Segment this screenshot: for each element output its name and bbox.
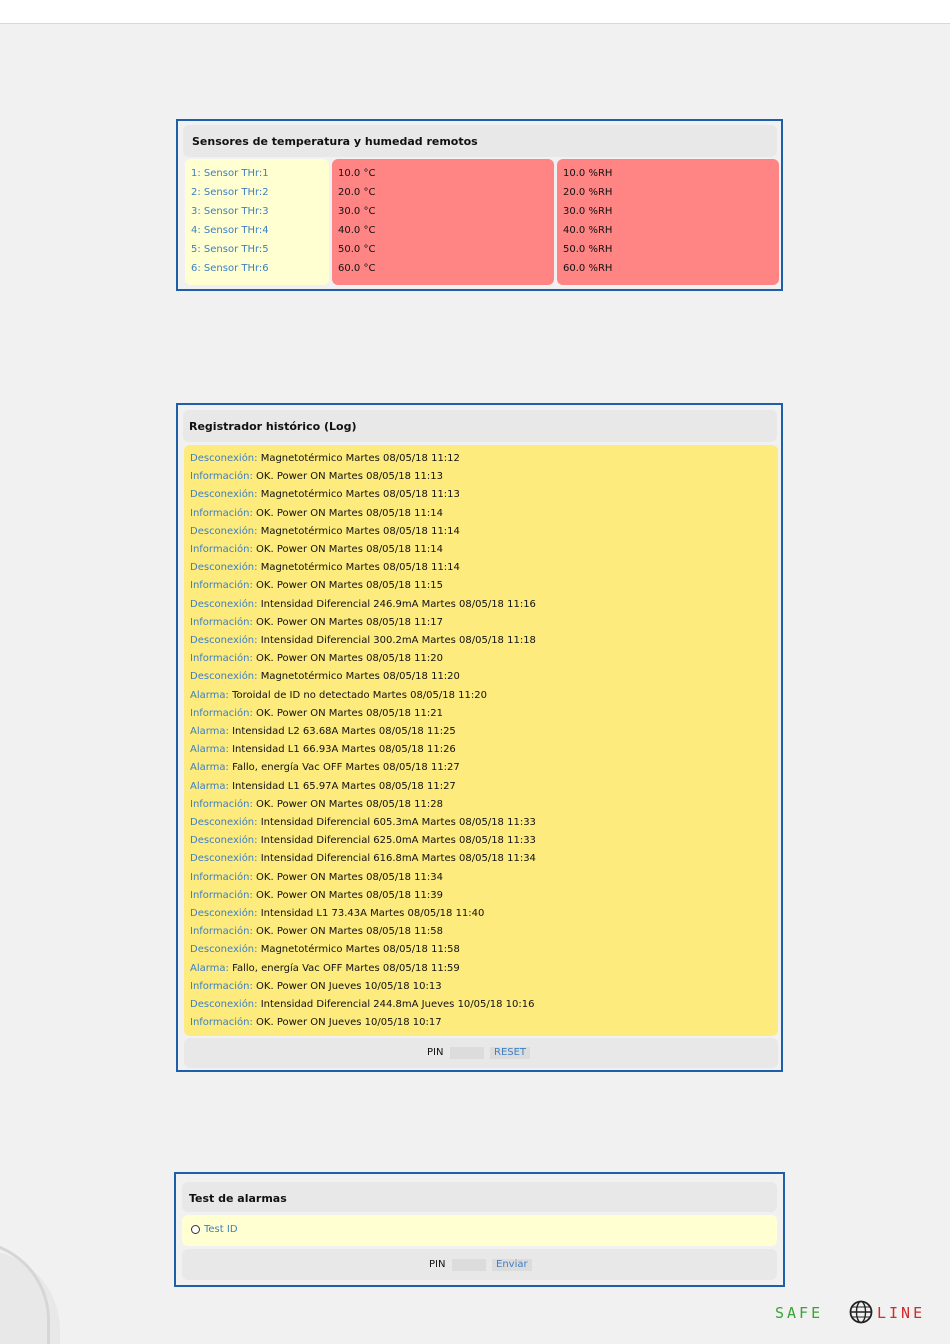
log-entry-text: OK. Power ON Martes 08/05/18 11:58 (256, 926, 443, 938)
sensor-temperature: 40.0 °C (338, 225, 376, 236)
log-entry (190, 850, 536, 868)
log-entry (190, 905, 484, 923)
log-entry (190, 996, 534, 1014)
alarm-test-footer (182, 1249, 777, 1280)
log-entry (190, 523, 460, 541)
log-entry-text: Intensidad Diferencial 244.8mA Jueves 10/05/18 10:16 (260, 999, 535, 1010)
log-entry-type: Información: (190, 1017, 253, 1029)
log-entry (190, 632, 536, 650)
log-entry (190, 759, 460, 777)
log-entry-type: Información: (190, 889, 253, 901)
log-entry-text: OK. Power ON Martes 08/05/18 11:39 (256, 889, 443, 901)
log-entry-text: Magnetotérmico Martes 08/05/18 11:12 (260, 453, 460, 464)
log-panel-title: Registrador histórico (Log) (189, 420, 357, 433)
log-entry-text: Intensidad Diferencial 246.9mA Martes 08/05/18 11:16 (260, 598, 536, 610)
test-id-label[interactable]: Test ID (204, 1224, 238, 1235)
log-panel (176, 403, 783, 1072)
log-entry-type: Alarma: (190, 689, 229, 701)
log-entry-text: OK. Power ON Martes 08/05/18 11:13 (256, 471, 443, 483)
sensor-humidity: 10.0 %RH (563, 168, 613, 179)
log-entry (190, 978, 442, 996)
send-button[interactable]: Enviar (492, 1259, 532, 1271)
decorative-arc (0, 1240, 50, 1344)
log-entry (190, 614, 443, 632)
log-entry (190, 887, 443, 905)
sensor-name[interactable]: 1: Sensor THr:1 (191, 168, 269, 179)
log-list (184, 445, 778, 1036)
sensors-panel (176, 119, 783, 291)
sensor-name[interactable]: 3: Sensor THr:3 (191, 206, 269, 217)
log-entry-type: Desconexión: (190, 908, 258, 919)
log-footer (184, 1038, 778, 1068)
sensor-names-column (185, 159, 329, 285)
log-entry-text: Intensidad Diferencial 300.2mA Martes 08/05/18 11:18 (260, 635, 536, 646)
top-bar (0, 0, 950, 24)
pin-label: PIN (429, 1259, 446, 1270)
globe-icon (849, 1300, 873, 1324)
log-entry-type: Alarma: (190, 962, 229, 974)
log-entry (190, 923, 443, 941)
log-entry-text: OK. Power ON Jueves 10/05/18 10:13 (256, 980, 442, 992)
pin-input[interactable] (452, 1259, 486, 1271)
sensor-temperature: 60.0 °C (338, 263, 376, 274)
pin-label: PIN (427, 1047, 444, 1058)
log-entry-text: OK. Power ON Martes 08/05/18 11:14 (256, 507, 443, 519)
log-entry-text: OK. Power ON Jueves 10/05/18 10:17 (256, 1017, 442, 1029)
log-entry-text: OK. Power ON Martes 08/05/18 11:14 (256, 544, 443, 555)
log-entry (190, 832, 536, 850)
log-entry-text: Fallo, energía Vac OFF Martes 08/05/18 11:59 (232, 962, 460, 974)
log-entry-type: Desconexión: (190, 453, 258, 464)
sensor-name[interactable]: 6: Sensor THr:6 (191, 263, 269, 274)
log-entry (190, 814, 536, 832)
brand-logo (775, 1300, 935, 1326)
log-entry-text: OK. Power ON Martes 08/05/18 11:17 (256, 616, 443, 628)
log-entry-type: Información: (190, 580, 253, 592)
sensor-temperature: 50.0 °C (338, 244, 376, 255)
log-entry-text: Intensidad Diferencial 616.8mA Martes 08/05/18 11:34 (260, 853, 536, 865)
log-entry (190, 668, 460, 686)
log-entry (190, 741, 456, 759)
log-entry-text: Magnetotérmico Martes 08/05/18 11:13 (260, 489, 460, 501)
log-entry-type: Alarma: (190, 780, 229, 792)
log-entry-type: Desconexión: (190, 671, 258, 683)
log-entry-text: Magnetotérmico Martes 08/05/18 11:14 (260, 525, 460, 537)
log-entry-text: OK. Power ON Martes 08/05/18 11:20 (256, 653, 443, 665)
log-entry-type: Desconexión: (190, 999, 258, 1010)
log-entry (190, 705, 443, 723)
log-entry (190, 468, 443, 486)
reset-button[interactable]: RESET (490, 1047, 530, 1059)
pin-input[interactable] (450, 1047, 484, 1059)
sensor-humidity: 50.0 %RH (563, 244, 613, 255)
log-entry-type: Desconexión: (190, 525, 258, 537)
log-entry (190, 796, 443, 814)
log-entry-type: Alarma: (190, 726, 229, 737)
log-entry-type: Información: (190, 707, 253, 719)
sensor-temperature-column (332, 159, 554, 285)
log-entry-text: Intensidad Diferencial 605.3mA Martes 08/05/18 11:33 (260, 817, 536, 828)
log-entry-text: Intensidad L1 73.43A Martes 08/05/18 11:40 (260, 908, 485, 919)
log-entry-type: Información: (190, 544, 253, 555)
log-entry-text: Toroidal de ID no detectado Martes 08/05/18 11:20 (232, 689, 488, 701)
log-entry (190, 541, 443, 559)
log-entry-type: Alarma: (190, 744, 229, 756)
sensor-humidity: 60.0 %RH (563, 263, 613, 274)
sensor-temperature: 20.0 °C (338, 187, 376, 198)
log-entry (190, 650, 443, 668)
log-entry-type: Información: (190, 980, 253, 992)
log-entry-text: Magnetotérmico Martes 08/05/18 11:58 (260, 944, 460, 956)
log-entry-text: Magnetotérmico Martes 08/05/18 11:20 (260, 671, 460, 683)
log-entry-text: Intensidad Diferencial 625.0mA Martes 08/05/18 11:33 (260, 835, 536, 847)
log-entry-type: Desconexión: (190, 635, 258, 646)
log-entry-type: Información: (190, 653, 253, 665)
log-entry (190, 486, 460, 504)
brand-left-text: SAFE (775, 1304, 824, 1322)
sensor-name[interactable]: 4: Sensor THr:4 (191, 225, 269, 236)
log-entry-type: Desconexión: (190, 598, 258, 610)
log-entry (190, 687, 487, 705)
test-id-option[interactable] (182, 1215, 777, 1246)
sensor-name[interactable]: 2: Sensor THr:2 (191, 187, 269, 198)
log-entry-type: Información: (190, 471, 253, 483)
sensors-panel-title: Sensores de temperatura y humedad remotos (192, 135, 478, 148)
log-entry (190, 577, 443, 595)
sensor-humidity: 20.0 %RH (563, 187, 613, 198)
log-entry-type: Información: (190, 926, 253, 938)
log-entry-type: Información: (190, 507, 253, 519)
log-entry-text: Fallo, energía Vac OFF Martes 08/05/18 11:27 (232, 762, 460, 774)
log-entry-text: Intensidad L1 66.93A Martes 08/05/18 11:26 (232, 744, 456, 756)
sensor-humidity: 30.0 %RH (563, 206, 613, 217)
log-entry-type: Desconexión: (190, 835, 258, 847)
alarm-test-title: Test de alarmas (189, 1192, 287, 1205)
sensor-humidity: 40.0 %RH (563, 225, 613, 236)
log-entry-type: Desconexión: (190, 944, 258, 956)
log-entry-text: Magnetotérmico Martes 08/05/18 11:14 (260, 562, 460, 574)
log-entry (190, 960, 460, 978)
log-entry-text: OK. Power ON Martes 08/05/18 11:21 (256, 707, 443, 719)
log-entry-text: OK. Power ON Martes 08/05/18 11:15 (256, 580, 443, 592)
log-entry (190, 778, 456, 796)
log-entry-type: Desconexión: (190, 853, 258, 865)
test-id-radio[interactable] (191, 1225, 200, 1234)
log-entry-type: Información: (190, 871, 253, 883)
log-entry (190, 869, 443, 887)
log-entry (190, 941, 460, 959)
sensor-temperature: 30.0 °C (338, 206, 376, 217)
log-entry (190, 1014, 442, 1032)
log-entry-text: Intensidad L2 63.68A Martes 08/05/18 11:25 (232, 726, 456, 737)
log-entry-text: OK. Power ON Martes 08/05/18 11:34 (256, 871, 443, 883)
log-entry-text: OK. Power ON Martes 08/05/18 11:28 (256, 798, 443, 810)
log-entry-type: Desconexión: (190, 817, 258, 828)
sensor-name[interactable]: 5: Sensor THr:5 (191, 244, 269, 255)
log-entry-text: Intensidad L1 65.97A Martes 08/05/18 11:27 (232, 780, 456, 792)
log-entry (190, 723, 456, 741)
log-entry-type: Información: (190, 798, 253, 810)
brand-right-text: LINE (877, 1304, 926, 1322)
log-entry (190, 596, 536, 614)
alarm-test-panel (174, 1172, 785, 1287)
sensor-humidity-column (557, 159, 779, 285)
sensor-temperature: 10.0 °C (338, 168, 376, 179)
log-entry-type: Información: (190, 616, 253, 628)
log-entry (190, 450, 460, 468)
log-entry-type: Desconexión: (190, 489, 258, 501)
log-entry (190, 505, 443, 523)
log-entry-type: Desconexión: (190, 562, 258, 574)
log-entry (190, 559, 460, 577)
log-entry-type: Alarma: (190, 762, 229, 774)
